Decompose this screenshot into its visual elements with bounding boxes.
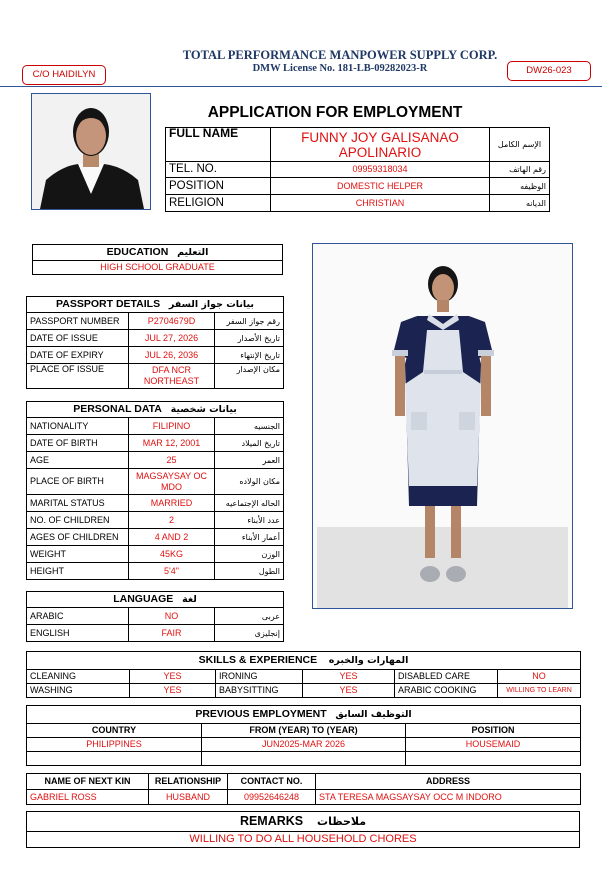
header-divider xyxy=(0,86,602,87)
previous-employment-title: PREVIOUS EMPLOYMENT التوظيف السابق xyxy=(27,706,581,724)
arabic-ar: عربى xyxy=(215,608,284,625)
kin-address: STA TERESA MAGSAYSAY OCC M INDORO xyxy=(316,790,581,805)
skill-cleaning-value: YES xyxy=(130,670,216,684)
passport-table xyxy=(26,296,284,389)
passport-number-label: PASSPORT NUMBER xyxy=(27,313,129,330)
height-label: HEIGHT xyxy=(27,563,129,580)
personal-data-table xyxy=(26,401,284,580)
children-ages-ar: أعمار الأبناء xyxy=(215,529,284,546)
passport-number-ar: رقم جواز السفر xyxy=(215,313,284,330)
marital-status-value: MARRIED xyxy=(129,495,215,512)
applicant-info-table xyxy=(165,127,550,212)
date-of-issue-label: DATE OF ISSUE xyxy=(27,330,129,347)
skill-disabled-care-label: DISABLED CARE xyxy=(395,670,498,684)
full-name-label: FULL NAME xyxy=(166,128,271,162)
arabic-value: NO xyxy=(129,608,215,625)
prev-period: JUN2025-MAR 2026 xyxy=(202,738,406,752)
prev-position-2 xyxy=(406,752,581,766)
marital-status-ar: الحاله الإجتماعيه xyxy=(215,495,284,512)
full-name-ar: الإسم الكامل xyxy=(490,128,550,162)
dob-ar: تاريخ الميلاد xyxy=(215,435,284,452)
skill-arabic-cooking-value: WILLING TO LEARN xyxy=(498,684,581,698)
education-title: EDUCATION التعليم xyxy=(33,245,283,261)
age-label: AGE xyxy=(27,452,129,469)
skill-ironing-value: YES xyxy=(303,670,395,684)
children-ages-label: AGES OF CHILDREN xyxy=(27,529,129,546)
weight-label: WEIGHT xyxy=(27,546,129,563)
skill-cleaning-label: CLEANING xyxy=(27,670,130,684)
date-of-expiry-value: JUL 26, 2036 xyxy=(129,347,215,364)
skill-babysitting-value: YES xyxy=(303,684,395,698)
page-title: APPLICATION FOR EMPLOYMENT xyxy=(207,104,463,121)
language-title: LANGUAGE لغة xyxy=(27,592,284,608)
next-of-kin-table xyxy=(26,773,581,805)
position-ar: الوظيفه xyxy=(490,178,550,195)
religion-label: RELIGION xyxy=(166,195,271,212)
dob-value: MAR 12, 2001 xyxy=(129,435,215,452)
age-value: 25 xyxy=(129,452,215,469)
arabic-label: ARABIC xyxy=(27,608,129,625)
position-value: DOMESTIC HELPER xyxy=(271,178,490,195)
full-body-photo xyxy=(312,243,573,609)
skills-title: SKILLS & EXPERIENCE المهارات والخبره xyxy=(27,652,581,670)
skill-washing-value: YES xyxy=(130,684,216,698)
kin-relationship: HUSBAND xyxy=(149,790,228,805)
passport-title: PASSPORT DETAILS بيانات جواز السفر xyxy=(27,297,284,313)
place-of-issue-label: PLACE OF ISSUE xyxy=(27,364,129,389)
remarks-value: WILLING TO DO ALL HOUSEHOLD CHORES xyxy=(27,832,580,848)
prev-country-2 xyxy=(27,752,202,766)
english-ar: إنجليزى xyxy=(215,625,284,642)
place-of-birth-ar: مكان الولاده xyxy=(215,469,284,495)
date-of-issue-value: JUL 27, 2026 xyxy=(129,330,215,347)
tel-label: TEL. NO. xyxy=(166,162,271,178)
skills-table xyxy=(26,651,581,698)
prev-period-2 xyxy=(202,752,406,766)
date-of-issue-ar: تاريخ الأصدار xyxy=(215,330,284,347)
language-table xyxy=(26,591,284,642)
nationality-label: NATIONALITY xyxy=(27,418,129,435)
license-number: DMW License No. 181-LB-09282023-R xyxy=(252,63,428,74)
previous-employment-table xyxy=(26,705,581,766)
weight-ar: الوزن xyxy=(215,546,284,563)
date-of-expiry-label: DATE OF EXPIRY xyxy=(27,347,129,364)
tel-value: 09959318034 xyxy=(271,162,490,178)
skill-ironing-label: IRONING xyxy=(216,670,303,684)
col-address: ADDRESS xyxy=(316,774,581,790)
col-kin-name: NAME OF NEXT KIN xyxy=(27,774,149,790)
height-ar: الطول xyxy=(215,563,284,580)
col-period: FROM (YEAR) TO (YEAR) xyxy=(202,724,406,738)
headshot-photo xyxy=(31,93,151,210)
col-position: POSITION xyxy=(406,724,581,738)
kin-name: GABRIEL ROSS xyxy=(27,790,149,805)
tel-ar: رقم الهاتف xyxy=(490,162,550,178)
col-contact: CONTACT NO. xyxy=(228,774,316,790)
place-of-issue-ar: مكان الإصدار xyxy=(215,364,284,389)
children-count-label: NO. OF CHILDREN xyxy=(27,512,129,529)
prev-country: PHILIPPINES xyxy=(27,738,202,752)
position-label: POSITION xyxy=(166,178,271,195)
english-label: ENGLISH xyxy=(27,625,129,642)
education-table xyxy=(32,244,283,275)
kin-contact: 09952646248 xyxy=(228,790,316,805)
nationality-value: FILIPINO xyxy=(129,418,215,435)
english-value: FAIR xyxy=(129,625,215,642)
children-count-value: 2 xyxy=(129,512,215,529)
marital-status-label: MARITAL STATUS xyxy=(27,495,129,512)
age-ar: العمر xyxy=(215,452,284,469)
weight-value: 45KG xyxy=(129,546,215,563)
passport-number-value: P2704679D xyxy=(129,313,215,330)
prev-position: HOUSEMAID xyxy=(406,738,581,752)
left-tag: C/O HAIDILYN xyxy=(22,65,106,85)
skill-washing-label: WASHING xyxy=(27,684,130,698)
religion-ar: الديانه xyxy=(490,195,550,212)
skill-babysitting-label: BABYSITTING xyxy=(216,684,303,698)
remarks-title: REMARKS ملاحظات xyxy=(27,812,580,832)
skill-disabled-care-value: NO xyxy=(498,670,581,684)
religion-value: CHRISTIAN xyxy=(271,195,490,212)
children-count-ar: عدد الأبناء xyxy=(215,512,284,529)
children-ages-value: 4 AND 2 xyxy=(129,529,215,546)
place-of-issue-value: DFA NCR NORTHEAST xyxy=(129,364,215,389)
skill-arabic-cooking-label: ARABIC COOKING xyxy=(395,684,498,698)
personal-data-title: PERSONAL DATA بيانات شخصية xyxy=(27,402,284,418)
education-value: HIGH SCHOOL GRADUATE xyxy=(33,261,283,275)
col-relationship: RELATIONSHIP xyxy=(149,774,228,790)
col-country: COUNTRY xyxy=(27,724,202,738)
place-of-birth-value: MAGSAYSAY OC MDO xyxy=(129,469,215,495)
nationality-ar: الجنسيه xyxy=(215,418,284,435)
company-name: TOTAL PERFORMANCE MANPOWER SUPPLY CORP. xyxy=(182,48,498,62)
remarks-table xyxy=(26,811,580,848)
date-of-expiry-ar: تاريخ الإنتهاء xyxy=(215,347,284,364)
height-value: 5'4" xyxy=(129,563,215,580)
place-of-birth-label: PLACE OF BIRTH xyxy=(27,469,129,495)
right-tag: DW26-023 xyxy=(507,61,591,81)
full-name-value: FUNNY JOY GALISANAO APOLINARIO xyxy=(271,128,490,162)
dob-label: DATE OF BIRTH xyxy=(27,435,129,452)
